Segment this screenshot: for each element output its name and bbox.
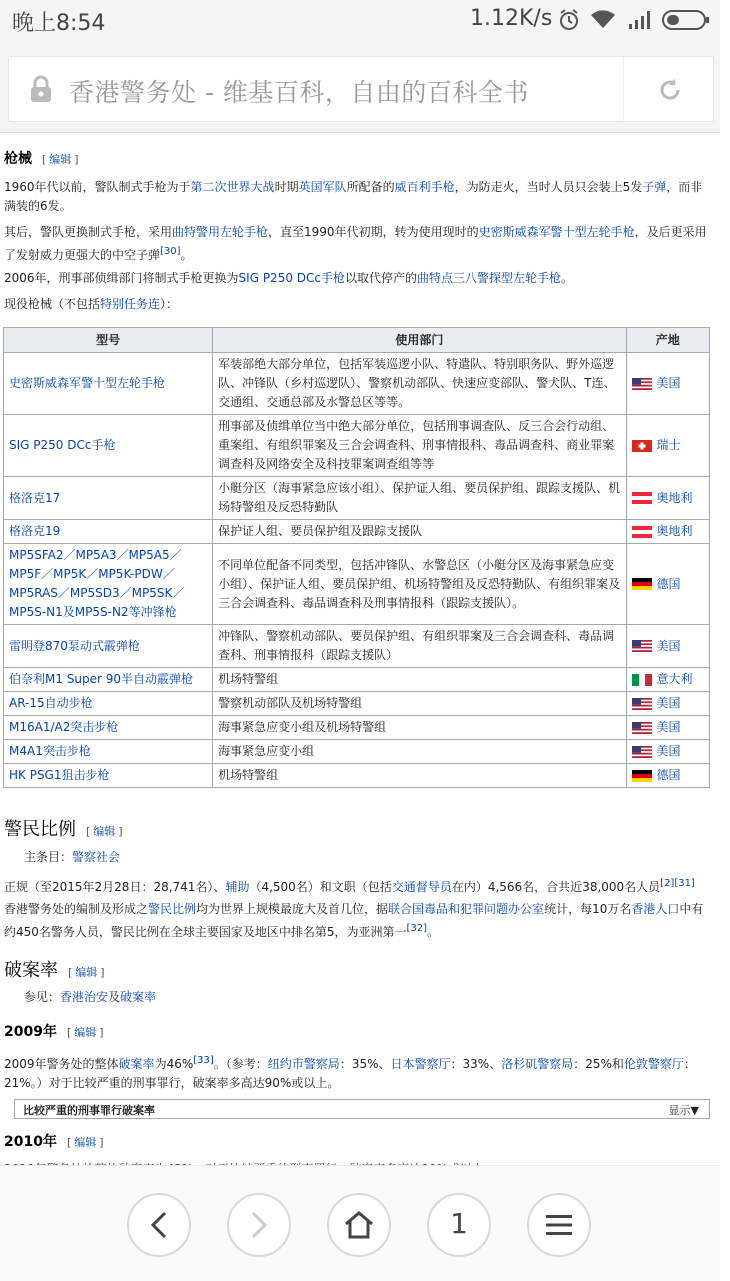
section-heading-2009: 2009年 [ 编辑 ] — [4, 1024, 104, 1040]
forward-button[interactable] — [227, 1193, 291, 1257]
country-link[interactable]: 美国 — [656, 744, 681, 758]
department-cell: 刑事部及侦缉单位当中绝大部分单位，包括刑事调查队、反三合会行动组、重案组、有组织罪案及三合会调查科、刑事情报科、毒品调查科、商业罪案调查科及网络安全及科技罪案调查组等等 — [213, 415, 626, 477]
chevron-left-icon — [149, 1211, 169, 1239]
firearms-table — [3, 327, 710, 788]
menu-button[interactable] — [527, 1193, 591, 1257]
section-heading-2010: 2010年 [ 编辑 ] — [4, 1134, 104, 1150]
ref-2-31[interactable]: [2][31] — [660, 878, 695, 889]
link-nypd[interactable]: 纽约市警察局 — [267, 1057, 340, 1071]
table-row — [4, 692, 710, 716]
back-button[interactable] — [127, 1193, 191, 1257]
firearm-model-link[interactable]: 格洛克17 — [4, 477, 213, 520]
country-link[interactable]: 奥地利 — [656, 524, 693, 538]
page-title: 香港警务处 - 维基百科，自由的百科全书 — [69, 78, 529, 107]
alarm-icon — [558, 8, 580, 36]
signal-icon — [628, 8, 654, 34]
article-content — [0, 133, 720, 1165]
tabs-count: 1 — [450, 1207, 468, 1240]
table-row — [4, 625, 710, 668]
status-time: 晚上8:54 — [12, 11, 106, 36]
department-cell: 警察机动部队及机场特警组 — [213, 692, 626, 716]
ratio-paragraph-1: 正规（至2015年2月28日：28,741名）、辅助（4,500名）和文职（包括交通督导员在内）4,566名，合共近38,000名人员[2][31] — [4, 878, 695, 894]
firearm-model-link[interactable]: AR-15自动步枪 — [4, 692, 213, 716]
edit-link[interactable]: [ 编辑 ] — [68, 966, 105, 979]
table-row — [4, 520, 710, 544]
col-header-department: 使用部门 — [213, 328, 626, 353]
section-heading-ratio: 警民比例 [ 编辑 ] — [4, 819, 123, 840]
link-special-duties[interactable]: 特别任务连 — [100, 297, 161, 311]
home-icon — [343, 1210, 375, 1240]
origin-cell — [626, 544, 710, 625]
country-link[interactable]: 美国 — [656, 696, 681, 710]
network-speed: 1.12K/s — [470, 6, 553, 31]
edit-link[interactable]: [ 编辑 ] — [86, 825, 123, 838]
collapsible-table — [14, 1099, 710, 1119]
flag-icon — [632, 696, 657, 710]
status-bar — [0, 0, 720, 42]
lock-icon — [29, 75, 53, 107]
origin-cell — [626, 668, 710, 692]
wifi-icon — [590, 8, 616, 34]
edit-link[interactable]: [ 编辑 ] — [42, 153, 79, 166]
department-cell: 机场特警组 — [213, 764, 626, 788]
link-colt-police[interactable]: 曲特警用左轮手枪 — [172, 225, 269, 239]
flag-icon — [632, 639, 657, 653]
country-link[interactable]: 美国 — [656, 638, 681, 653]
department-cell: 不同单位配备不同类型，包括冲锋队、水警总区（小艇分区及海事紧急应变小组）、保护证人组、要员保护组、机场特警组及反恐特勤队、有组织罪案及三合会调查科、毒品调查科及刑事情报科（跟踪支援队）。 — [213, 544, 626, 625]
table-row — [4, 544, 710, 625]
firearm-model-link[interactable]: M16A1/A2突击步枪 — [4, 716, 213, 740]
edit-link[interactable]: [ 编辑 ] — [66, 1136, 104, 1149]
origin-cell — [626, 625, 710, 668]
firearm-model-link[interactable]: 格洛克19 — [4, 520, 213, 544]
origin-cell — [626, 415, 710, 477]
firearm-model-link[interactable]: HK PSG1狙击步枪 — [4, 764, 213, 788]
link-npa-japan[interactable]: 日本警察厅 — [390, 1057, 451, 1071]
country-link[interactable]: 美国 — [656, 720, 681, 734]
ref-32[interactable]: [32] — [406, 923, 428, 934]
flag-icon — [632, 744, 657, 758]
origin-cell — [626, 477, 710, 520]
table-row — [4, 477, 710, 520]
address-bar — [0, 42, 720, 133]
table-row — [4, 740, 710, 764]
origin-cell — [626, 692, 710, 716]
link-ww2[interactable]: 第二次世界大战 — [190, 180, 275, 194]
flag-icon — [632, 491, 657, 505]
flag-icon — [632, 438, 657, 452]
country-link[interactable]: 美国 — [656, 376, 681, 390]
reload-icon[interactable] — [657, 77, 683, 107]
table-row — [4, 415, 710, 477]
flag-icon — [632, 577, 657, 591]
collapsible-title: 比较严重的刑事罪行破案率 — [23, 1104, 155, 1117]
flag-icon — [632, 376, 657, 390]
flag-icon — [632, 720, 657, 734]
table-row — [4, 764, 710, 788]
link-clearance[interactable]: 破案率 — [118, 1057, 155, 1071]
ref-33[interactable]: [33] — [193, 1055, 214, 1066]
flag-icon — [632, 524, 657, 538]
department-cell: 保护证人组、要员保护组及跟踪支援队 — [213, 520, 626, 544]
battery-icon — [662, 8, 710, 36]
firearm-model-link[interactable]: M4A1突击步枪 — [4, 740, 213, 764]
department-cell: 军装部绝大部分单位，包括军装巡逻小队、特遣队、特别职务队、野外巡逻队、冲锋队（乡村巡逻队）、警察机动部队、快速应变部队、警犬队、T连、交通组、交通总部及水警总区等等。 — [213, 353, 626, 415]
url-field[interactable] — [8, 56, 714, 122]
firearms-paragraph-3: 2006年，刑事部侦缉部门将制式手枪更换为SIG P250 DCc手枪以取代停产的曲特点三八警探型左轮手枪。 — [4, 271, 574, 285]
link-colt-detective[interactable]: 曲特点三八警探型左轮手枪 — [417, 271, 562, 285]
link-auxiliary[interactable]: 辅助 — [225, 880, 250, 894]
country-link[interactable]: 瑞士 — [656, 438, 681, 452]
department-cell: 小艇分区（海事紧急应该小组）、保护证人组、要员保护组、跟踪支援队、机场特警组及反恐特勤队 — [213, 477, 626, 520]
bottom-navigation — [0, 1165, 720, 1281]
firearm-model-link[interactable]: 雷明登870泵动式霰弹枪 — [4, 625, 213, 668]
firearms-paragraph-4: 现役枪械（不包括特别任务连）： — [4, 297, 179, 311]
firearm-model-link[interactable]: 伯奈利M1 Super 90半自动霰弹枪 — [4, 668, 213, 692]
country-link[interactable]: 意大利 — [656, 672, 693, 686]
table-row — [4, 353, 710, 415]
firearm-model-link[interactable]: SIG P250 DCc手枪 — [4, 415, 213, 477]
country-link[interactable]: 德国 — [656, 576, 681, 591]
origin-cell — [626, 520, 710, 544]
department-cell: 机场特警组 — [213, 668, 626, 692]
link-traffic-warden[interactable]: 交通督导员 — [391, 880, 452, 894]
tabs-button[interactable] — [427, 1193, 491, 1257]
col-header-origin: 产地 — [626, 328, 710, 353]
firearm-model-link[interactable]: 史密斯威森军警十型左轮手枪 — [4, 353, 213, 415]
firearms-paragraph-1: 1960年代以前，警队制式手枪为于第二次世界大战时期英国军队所配备的威百利手枪，为防走火，当时人员只会装上5发子弹，而非满装的6发。 — [4, 180, 703, 213]
link-met-police[interactable]: 伦敦警察厅 — [623, 1057, 684, 1071]
origin-cell — [626, 353, 710, 415]
department-cell: 冲锋队、警察机动部队、要员保护组、有组织罪案及三合会调查科、毒品调查科、刑事情报科（跟踪支援队） — [213, 625, 626, 668]
menu-icon — [545, 1214, 573, 1236]
link-sig-p250[interactable]: SIG P250 DCc手枪 — [238, 271, 345, 285]
origin-cell — [626, 716, 710, 740]
link-hk-security[interactable]: 香港治安 — [60, 990, 109, 1004]
table-row — [4, 716, 710, 740]
chevron-right-icon — [249, 1211, 269, 1239]
link-police-ratio[interactable]: 警民比例 — [148, 902, 197, 916]
firearms-paragraph-2: 其后，警队更换制式手枪，采用曲特警用左轮手枪，直至1990年代初期，转为使用现时的史密斯威森军警十型左轮手枪，及后更采用了发射威力更强大的中空子弹[30]。 — [4, 225, 707, 262]
department-cell: 海事紧急应变小组 — [213, 740, 626, 764]
show-toggle[interactable]: 显示▼ — [668, 1104, 699, 1117]
link-webley[interactable]: 威百利手枪 — [394, 180, 455, 194]
ref-30[interactable]: [30] — [160, 246, 181, 257]
clearance-2009-paragraph: 2009年警务处的整体破案率为46%[33]。（参考：纽约市警察局：35%、日本警察厅：33%、洛杉矶警察局：25%和伦敦警察厅：21%。）对于比较严重的刑事罪行，破案率多高达90%或以上。 — [4, 1055, 696, 1090]
origin-cell — [626, 764, 710, 788]
flag-icon — [632, 768, 657, 782]
section-heading-clearance: 破案率 [ 编辑 ] — [4, 960, 105, 981]
ratio-paragraph-2: 香港警务处的编制及形成之警民比例均为世界上规模最庞大及首几位，据联合国毒品和犯罪问题办公室统计，每10万名香港人口中有约450名警务人员，警民比例在全球主要国家及地区中排名第5，为亚洲第一[32]。 — [4, 902, 704, 939]
link-unodc[interactable]: 联合国毒品和犯罪问题办公室 — [388, 902, 545, 916]
link-british-army[interactable]: 英国军队 — [298, 180, 347, 194]
home-button[interactable] — [327, 1193, 391, 1257]
origin-cell — [626, 740, 710, 764]
country-link[interactable]: 德国 — [656, 768, 681, 782]
main-article-note: 主条目：警察社会 — [24, 850, 121, 864]
firearm-model-link[interactable]: MP5SFA2／MP5A3／MP5A5／MP5F／MP5K／MP5K-PDW／MP5RAS／MP5SD3／MP5SK／MP5S-N1及MP5S-N2等冲锋枪 — [4, 544, 213, 625]
see-also-note: 参见：香港治安及破案率 — [24, 990, 157, 1004]
section-heading-firearms: 枪械 [ 编辑 ] — [4, 151, 79, 167]
table-row — [4, 668, 710, 692]
col-header-model: 型号 — [4, 328, 213, 353]
edit-link[interactable]: [ 编辑 ] — [66, 1026, 104, 1039]
link-lapd[interactable]: 洛杉矶警察局 — [501, 1057, 574, 1071]
link-police-society[interactable]: 警察社会 — [72, 850, 121, 864]
link-sw-model10[interactable]: 史密斯威森军警十型左轮手枪 — [478, 225, 635, 239]
country-link[interactable]: 奥地利 — [656, 490, 693, 505]
link-clearance-rate[interactable]: 破案率 — [120, 990, 157, 1004]
link-bullet[interactable]: 子弹 — [642, 180, 667, 194]
link-hk-population[interactable]: 香港人口 — [631, 902, 680, 916]
department-cell: 海事紧急应变小组及机场特警组 — [213, 716, 626, 740]
flag-icon — [632, 672, 657, 686]
address-divider — [623, 57, 624, 121]
